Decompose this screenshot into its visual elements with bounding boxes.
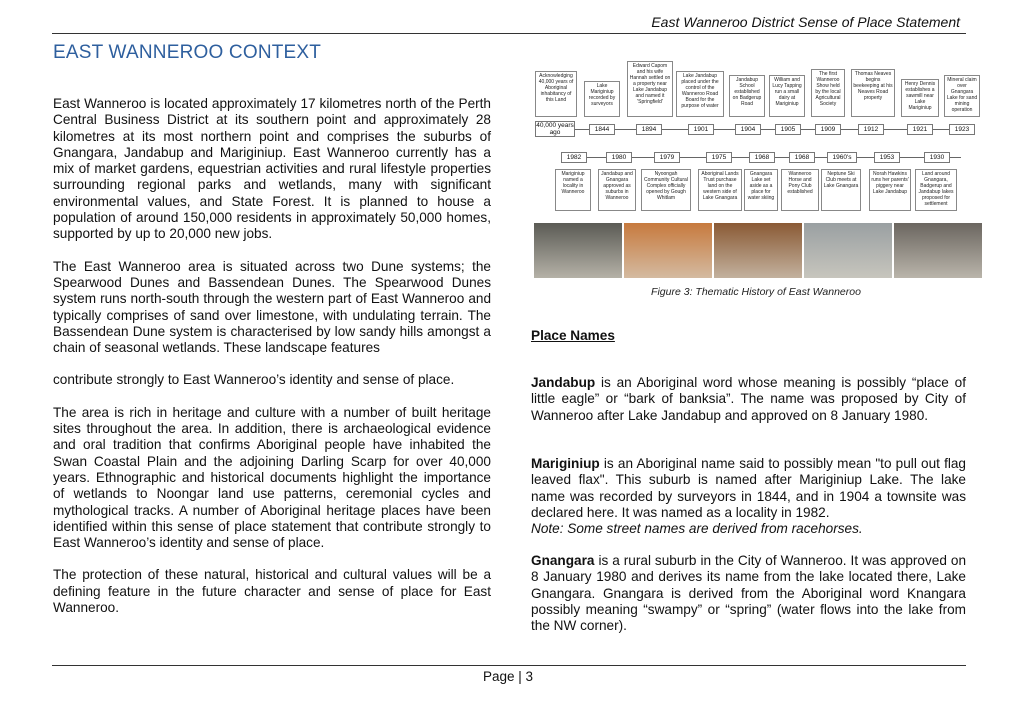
figure-caption: Figure 3: Thematic History of East Wanneroo [651, 286, 861, 298]
timeline-event-bottom: Wanneroo Horse and Pony Club established [781, 169, 819, 211]
paragraph-dunes-continued: contribute strongly to East Wanneroo’s identity and sense of place. [53, 372, 455, 388]
place-term-mariginiup: Mariginiup [531, 456, 600, 471]
timeline-event-top: William and Lucy Tapping run a small dairy at Mariginiup [769, 75, 805, 117]
timeline-year-bottom: 1980 [606, 152, 632, 163]
timeline-year-bottom: 1982 [561, 152, 587, 163]
history-photo [804, 223, 892, 278]
timeline-event-top: Henry Dennis establishes a sawmill near Lake Mariginiup [901, 79, 939, 117]
timeline-year-top: 1909 [815, 124, 841, 135]
place-term-jandabup: Jandabup [531, 375, 596, 390]
paragraph-protection: The protection of these natural, historical and cultural values will be a defining feature in the future character and sense of place for East Wanneroo. [53, 567, 491, 616]
timeline-year-bottom: 1968 [789, 152, 815, 163]
left-column [53, 96, 491, 616]
timeline-event-top: Acknowledging 40,000 years of Aboriginal inhabitancy of this Land [535, 71, 577, 117]
place-text-gnangara: is a rural suburb in the City of Wanneroo. It was approved on 8 January 1980 and derives its name from the lake located there, Lake Gnangara. Gnangara is derived from the Aboriginal word Knangara possibly meaning “swampy” or “spring” (water flows into the lake from the NW corner). [531, 553, 966, 634]
paragraph-heritage: The area is rich in heritage and culture with a number of built heritage sites throughout the area. In addition, there is archaeological evidence and oral tradition that confirms Aboriginal people have inhabited the Swan Coastal Plain and the adjoining Darling Scarp for over 40,000 years. Ethnographic and historical documents highlight the importance of wetlands to Noongar land use patterns, ceremonial cycles and mythological tracks. A number of Aboriginal heritage places have been identified within this sense of place statement that contribute strongly to East Wanneroo’s identity and sense of place. [53, 404, 491, 551]
place-names-heading: Place Names [531, 328, 615, 343]
timeline-year-top: 1894 [636, 124, 662, 135]
figure-photos [534, 223, 982, 278]
timeline-event-bottom: Land around Gnangara, Badgerup and Jandabup lakes proposed for settlement [915, 169, 957, 211]
header-rule [52, 33, 966, 34]
paragraph-dunes: The East Wanneroo area is situated across two Dune systems; the Spearwood Dunes and Bassendean Dunes. The Spearwood Dunes system runs north-south through the western part of East Wanneroo and typically comprises of sand over limestone, with undulating terrain. The Bassendean Dune system is characterised by low sandy hills amongst a chain of seasonal wetlands. These landscape features [53, 258, 491, 356]
place-text-mariginiup: is an Aboriginal name said to possibly mean "to pull out flag leaved flax". This suburb is named after Mariginiup Lake. The lake name was recorded by surveyors in 1844, and in 1904 a townsite was declared here. It was named as a locality in 1982. [531, 456, 966, 520]
timeline-event-top: Mineral claim over Gnangara Lake for sand mining operation [944, 75, 980, 117]
timeline-event-top: The first Wanneroo Show held by the local Agricultural Society [811, 69, 845, 117]
timeline-event-bottom: Aboriginal Lands Trust purchase land on the western side of Lake Gnangara [698, 169, 742, 211]
timeline-event-top: Thomas Neaves begins beekeeping at his Neaves Road property [851, 69, 895, 117]
timeline-year-top: 1923 [949, 124, 975, 135]
history-photo [894, 223, 982, 278]
header-title: East Wanneroo District Sense of Place Statement [651, 14, 960, 30]
place-term-gnangara: Gnangara [531, 553, 595, 568]
timeline-year-top: 1905 [775, 124, 801, 135]
timeline-year-top: 1844 [589, 124, 615, 135]
timeline-year-bottom: 1960's [827, 152, 857, 163]
timeline-event-top: Edward Capom and his wife Hannah settled on a property near Lake Jandabup and named it 'Springfield' [627, 61, 673, 117]
timeline-event-bottom: Norah Hawkins runs her parents' piggery near Lake Jandabup [869, 169, 911, 211]
footer-rule [52, 665, 966, 666]
timeline-event-bottom: Mariginiup named a locality in Wanneroo [555, 169, 591, 211]
place-text-jandabup: is an Aboriginal word whose meaning is possibly “place of little eagle” or “bark of banksia”. The name was proposed by City of Wanneroo after Lake Jandabup and approved on 8 January 1980. [531, 375, 966, 423]
timeline-event-top: Lake Mariginiup recorded by surveyors [584, 81, 620, 117]
history-photo [624, 223, 712, 278]
timeline-year-bottom: 1975 [706, 152, 732, 163]
timeline-year-top: 1904 [735, 124, 761, 135]
history-photo [534, 223, 622, 278]
timeline-year-bottom: 1968 [749, 152, 775, 163]
timeline-year-bottom: 1979 [654, 152, 680, 163]
timeline-event-top: Lake Jandabup placed under the control of the Wanneroo Road Board for the purpose of water [676, 71, 724, 117]
place-jandabup [531, 375, 966, 424]
timeline-year-top: 40,000 years ago [536, 122, 574, 136]
place-note-mariginiup: Note: Some street names are derived from racehorses. [531, 521, 863, 537]
timeline-event-bottom: Neptune Ski Club meets at Lake Gnangara [821, 169, 861, 211]
timeline-event-bottom: Jandabup and Gnangara approved as suburbs in Wanneroo [598, 169, 636, 211]
place-gnangara [531, 553, 966, 634]
page-number: Page | 3 [482, 669, 534, 684]
section-title: EAST WANNEROO CONTEXT [53, 42, 322, 63]
paragraph-location: East Wanneroo is located approximately 17 kilometres north of the Perth Central Business District at its southern point and approximately 28 kilometres at its most northern point and comprises the suburbs of Gnangara, Jandabup and Mariginiup. East Wanneroo currently has a mix of market gardens, equestrian activities and rural lifestyle properties surrounding regional parks and wetlands, many with significant environmental values, and State Forest. It is planned to house a population of around 150,000 residents in approximately 50,000 homes, supported by up to 20,000 new jobs. [53, 96, 491, 242]
timeline-year-top: 1921 [907, 124, 933, 135]
place-mariginiup [531, 456, 966, 537]
timeline-year-top: 1901 [688, 124, 714, 135]
timeline-year-bottom: 1930 [924, 152, 950, 163]
timeline-year-top: 1912 [858, 124, 884, 135]
timeline-year-bottom: 1953 [874, 152, 900, 163]
timeline-event-bottom: Nyoongah Community Cultural Complex officially opened by Gough Whitlam [641, 169, 691, 211]
timeline-event-top: Jandabup School established on Badgerup Road [729, 75, 765, 117]
timeline-figure [531, 55, 981, 220]
history-photo [714, 223, 802, 278]
timeline-event-bottom: Gnangara Lake set aside as a place for water skiing [744, 169, 778, 211]
